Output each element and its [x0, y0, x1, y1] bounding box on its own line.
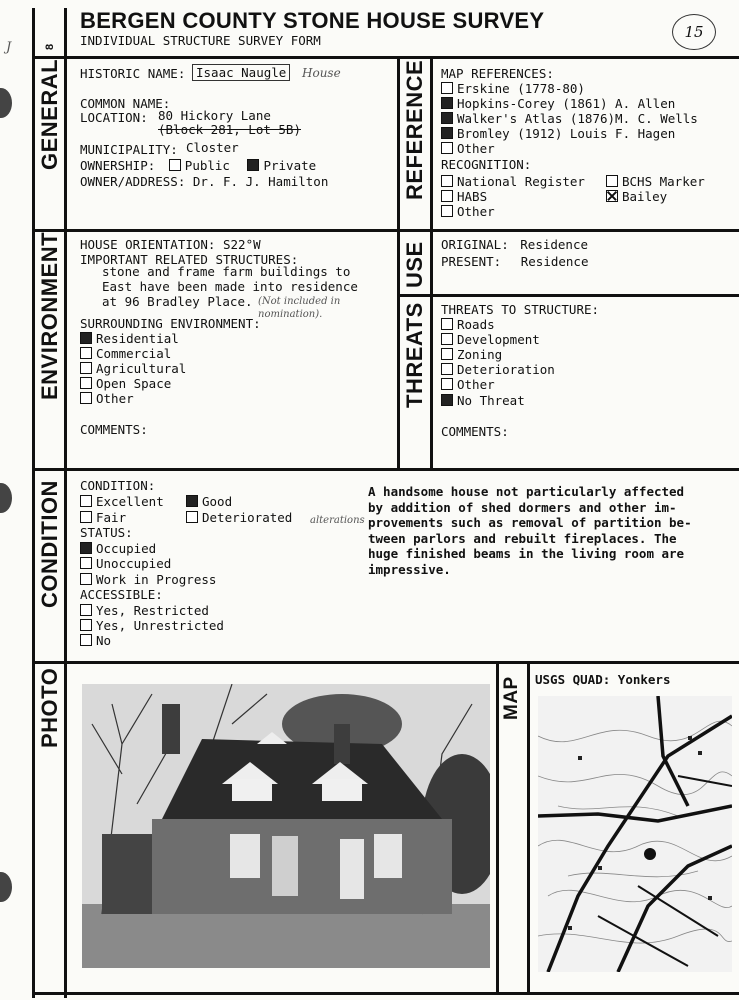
section-photo: PHOTO	[37, 667, 62, 748]
margin-mark: J	[6, 40, 12, 55]
roads-row	[441, 317, 495, 332]
section-tab-border	[64, 8, 67, 998]
agricultural-row	[80, 361, 186, 376]
unoccupied-label: Unoccupied	[96, 556, 172, 571]
historic-name-label: HISTORIC NAME:	[80, 66, 186, 81]
condition-hand-note: alterations	[310, 515, 365, 526]
habs-label: HABS	[457, 189, 488, 204]
rec-other-label: Other	[457, 204, 495, 219]
ref-other-label: Other	[457, 141, 495, 156]
binder-hole	[0, 872, 12, 902]
public-label: Public	[184, 158, 230, 173]
owner-label: OWNER/ADDRESS:	[80, 174, 186, 189]
yes-unrestricted-checkbox[interactable]	[80, 619, 92, 631]
deterioration-label: Deterioration	[457, 362, 555, 377]
condition-label: CONDITION:	[80, 478, 156, 493]
work-in-progress-row	[80, 572, 216, 587]
habs-checkbox[interactable]	[441, 190, 453, 202]
commercial-row	[80, 346, 171, 361]
yes-restricted-label: Yes, Restricted	[96, 603, 209, 618]
habs-row	[441, 189, 487, 204]
original-use-label: ORIGINAL:	[441, 237, 509, 252]
zoning-row	[441, 347, 502, 362]
present-use-label: PRESENT:	[441, 254, 502, 269]
usgs-quad-label: USGS QUAD:	[535, 672, 611, 687]
occupied-label: Occupied	[96, 541, 157, 556]
bchs-label: BCHS Marker	[622, 174, 705, 189]
threats-comments-label: COMMENTS:	[441, 424, 509, 439]
condition-description	[368, 484, 692, 577]
hopkins-label: Hopkins-Corey (1861)	[457, 96, 608, 111]
bromley-row	[441, 126, 675, 141]
orientation-label: HOUSE ORIENTATION:	[80, 237, 216, 252]
description-line: impressive.	[368, 561, 451, 577]
section-condition: CONDITION	[37, 480, 62, 608]
unoccupied-checkbox[interactable]	[80, 557, 92, 569]
private-label: Private	[263, 158, 317, 173]
deteriorated-label: Deteriorated	[202, 510, 293, 525]
hopkins-row	[441, 96, 675, 111]
residential-checkbox[interactable]	[80, 332, 92, 344]
excellent-label: Excellent	[96, 494, 164, 509]
hopkins-owner: A. Allen	[615, 96, 676, 111]
orientation-row	[80, 237, 261, 252]
yes-unrestricted-row	[80, 618, 224, 633]
present-use-value: Residence	[520, 254, 589, 269]
row-rule	[32, 229, 739, 232]
work-in-progress-label: Work in Progress	[96, 572, 217, 587]
bromley-checkbox[interactable]	[441, 127, 453, 139]
bromley-owner: Louis F. Hagen	[569, 126, 676, 141]
ref-other-checkbox[interactable]	[441, 142, 453, 154]
section-use: USE	[402, 241, 427, 288]
zoning-label: Zoning	[457, 347, 503, 362]
present-use-row	[441, 254, 588, 269]
row-rule	[32, 468, 739, 471]
zoning-checkbox[interactable]	[441, 348, 453, 360]
rec-other-row	[441, 204, 495, 219]
fair-checkbox[interactable]	[80, 511, 92, 523]
bchs-checkbox[interactable]	[606, 175, 618, 187]
municipality-label: MUNICIPALITY:	[80, 142, 178, 157]
photo-map-divider	[496, 661, 499, 992]
owner-value: Dr. F. J. Hamilton	[192, 174, 329, 189]
no-access-checkbox[interactable]	[80, 634, 92, 646]
bailey-row	[606, 189, 667, 204]
section-map: MAP	[501, 676, 522, 720]
location-value: 80 Hickory Lane	[158, 108, 271, 123]
development-row	[441, 332, 540, 347]
work-in-progress-checkbox[interactable]	[80, 573, 92, 585]
description-line: huge finished beams in the living room are	[368, 546, 685, 561]
private-checkbox[interactable]	[247, 159, 259, 171]
occupied-row	[80, 541, 156, 556]
excellent-row	[80, 494, 164, 509]
bromley-label: Bromley (1912)	[457, 126, 563, 141]
erskine-row	[441, 81, 585, 96]
commercial-checkbox[interactable]	[80, 347, 92, 359]
description-line: provements such as removal of partition be-	[368, 515, 692, 530]
description-line: by addition of shed dormers and other im-	[368, 499, 677, 515]
walker-checkbox[interactable]	[441, 112, 453, 124]
threat-other-label: Other	[457, 377, 495, 392]
section-reference: REFERENCE	[402, 59, 427, 200]
form-title: BERGEN COUNTY STONE HOUSE SURVEY	[80, 8, 545, 33]
env-other-label: Other	[96, 391, 134, 406]
walker-row	[441, 111, 698, 126]
row-rule	[32, 661, 739, 664]
fair-label: Fair	[96, 510, 127, 525]
env-other-row	[80, 391, 134, 406]
original-use-row	[441, 237, 588, 252]
location-map-image	[538, 696, 732, 972]
location-label: LOCATION:	[80, 110, 148, 125]
related-structures-line-3: at 96 Bradley Place.	[102, 294, 253, 309]
usgs-quad-value: Yonkers	[617, 672, 671, 687]
walker-owner: M. C. Wells	[615, 111, 698, 126]
recognition-label: RECOGNITION:	[441, 157, 532, 172]
municipality-value: Closter	[186, 140, 239, 155]
outer-left-border	[32, 8, 35, 998]
threat-other-checkbox[interactable]	[441, 378, 453, 390]
no-threat-checkbox[interactable]	[441, 394, 453, 406]
ownership-label	[80, 158, 316, 173]
location-map	[538, 696, 732, 972]
env-other-checkbox[interactable]	[80, 392, 92, 404]
erskine-checkbox[interactable]	[441, 82, 453, 94]
house-photo-image	[82, 684, 490, 968]
deteriorated-row	[186, 510, 292, 525]
related-structures-line-2: East have been made into residence	[102, 279, 358, 294]
bailey-checkbox[interactable]	[606, 190, 618, 202]
no-access-label: No	[96, 633, 112, 648]
description-line: A handsome house not particularly affected	[368, 484, 685, 499]
binder-hole	[0, 88, 12, 118]
residential-row	[80, 331, 179, 346]
description-line: tween parlors and rebuilt fireplaces. The	[368, 530, 677, 546]
occupied-checkbox[interactable]	[80, 542, 92, 554]
ownership-label-text: OWNERSHIP:	[80, 158, 156, 173]
hand-number-circle: 15	[672, 14, 716, 50]
common-name-label: COMMON NAME:	[80, 96, 171, 111]
block-lot: (Block 281, Lot 5B)	[158, 122, 301, 137]
threats-label: THREATS TO STRUCTURE:	[441, 302, 600, 317]
related-structures-line-1: stone and frame farm buildings to	[102, 264, 351, 279]
yes-unrestricted-label: Yes, Unrestricted	[96, 618, 224, 633]
col-divider	[430, 56, 433, 468]
national-register-row	[441, 174, 585, 189]
open-space-row	[80, 376, 171, 391]
owner-address-row	[80, 174, 328, 189]
section-threats: THREATS	[402, 302, 427, 408]
national-register-label: National Register	[457, 174, 585, 189]
walker-label: Walker's Atlas (1876)	[457, 111, 616, 126]
historic-name-hand: House	[302, 66, 341, 80]
residential-label: Residential	[96, 331, 179, 346]
use-threats-rule	[397, 294, 739, 297]
no-threat-label: No Threat	[457, 393, 525, 408]
deterioration-checkbox[interactable]	[441, 363, 453, 375]
open-space-checkbox[interactable]	[80, 377, 92, 389]
hopkins-checkbox[interactable]	[441, 97, 453, 109]
unoccupied-row	[80, 556, 171, 571]
yes-restricted-checkbox[interactable]	[80, 604, 92, 616]
rec-other-checkbox[interactable]	[441, 205, 453, 217]
deteriorated-checkbox[interactable]	[186, 511, 198, 523]
section-environment: ENVIRONMENT	[37, 231, 62, 400]
open-space-label: Open Space	[96, 376, 172, 391]
surrounding-label: SURROUNDING ENVIRONMENT:	[80, 316, 261, 331]
yes-restricted-row	[80, 603, 209, 618]
usgs-quad-row	[535, 672, 670, 687]
fair-row	[80, 510, 126, 525]
roads-checkbox[interactable]	[441, 318, 453, 330]
col-divider	[397, 56, 400, 468]
section-general: GENERAL	[37, 58, 62, 170]
related-structures-label: IMPORTANT RELATED STRUCTURES:	[80, 252, 299, 267]
accessible-label: ACCESSIBLE:	[80, 587, 163, 602]
page-marker: 8	[44, 43, 56, 50]
good-label: Good	[202, 494, 233, 509]
orientation-value: S22°W	[223, 237, 261, 252]
roads-label: Roads	[457, 317, 495, 332]
form-subtitle: INDIVIDUAL STRUCTURE SURVEY FORM	[80, 33, 321, 48]
bailey-label: Bailey	[622, 189, 668, 204]
commercial-label: Commercial	[96, 346, 172, 361]
no-threat-row	[441, 393, 525, 408]
env-comments-label: COMMENTS:	[80, 422, 148, 437]
ref-other-row	[441, 141, 495, 156]
related-structures-hand-note: (Not included in nomination).	[258, 296, 341, 320]
threat-other-row	[441, 377, 495, 392]
development-label: Development	[457, 332, 540, 347]
good-row	[186, 494, 232, 509]
public-checkbox[interactable]	[169, 159, 181, 171]
national-register-checkbox[interactable]	[441, 175, 453, 187]
excellent-checkbox[interactable]	[80, 495, 92, 507]
map-references-label: MAP REFERENCES:	[441, 66, 554, 81]
agricultural-checkbox[interactable]	[80, 362, 92, 374]
bottom-rule	[32, 992, 739, 995]
historic-name: Isaac Naugle	[192, 64, 290, 81]
development-checkbox[interactable]	[441, 333, 453, 345]
status-label: STATUS:	[80, 525, 133, 540]
binder-hole	[0, 483, 12, 513]
agricultural-label: Agricultural	[96, 361, 187, 376]
map-tab-border	[527, 661, 530, 992]
bchs-row	[606, 174, 705, 189]
no-access-row	[80, 633, 111, 648]
good-checkbox[interactable]	[186, 495, 198, 507]
header-rule	[32, 56, 739, 59]
original-use-value: Residence	[520, 237, 588, 252]
house-photo	[82, 684, 490, 968]
erskine-label: Erskine (1778-80)	[457, 81, 585, 96]
deterioration-row	[441, 362, 555, 377]
